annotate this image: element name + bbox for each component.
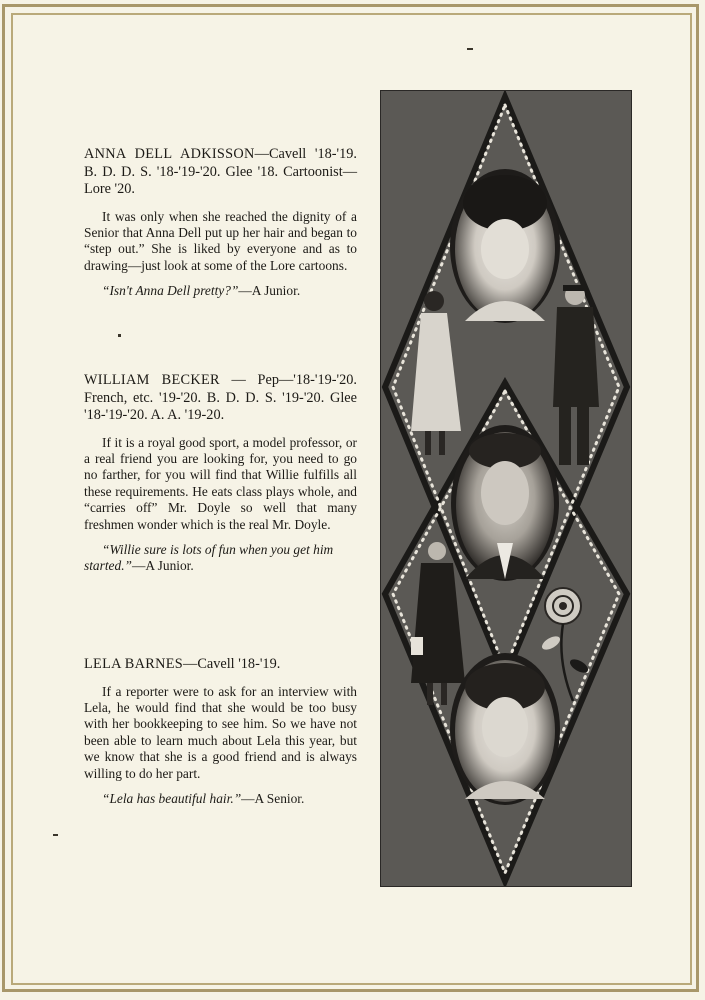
entry-quote-line <box>84 283 357 299</box>
portrait-oval-icon <box>450 169 560 323</box>
standing-figure-icon <box>553 285 599 465</box>
entry-lela-barnes <box>84 656 357 807</box>
entry-william-becker <box>84 372 357 575</box>
entry-attribution: —A Junior. <box>238 283 301 299</box>
entry-quote: “Isn't Anna Dell pretty?” <box>102 283 239 299</box>
standing-figure-icon <box>411 291 461 455</box>
entry-activities: —Cavell '18-'19. B. D. D. S. '18-'19-'20. Glee '18. Cartoonist—Lore '20. <box>84 146 357 197</box>
portrait-oval-icon <box>450 653 560 805</box>
entry-name: WILLIAM BECKER <box>84 372 220 388</box>
scan-speck <box>118 334 121 337</box>
entry-attribution: —A Junior. <box>132 558 194 574</box>
entry-activities: —Cavell '18-'19. <box>183 656 281 672</box>
entry-name: ANNA DELL ADKISSON <box>84 146 255 162</box>
scan-speck <box>467 48 473 50</box>
scan-speck <box>53 834 58 836</box>
entry-quote: “Lela has beautiful hair.” <box>102 790 242 806</box>
entry-bio: If it is a royal good sport, a model professor, or a real friend you are looking for, you need to go no farther, for you will find that Willie fulfills all these requirements. He eats class plays whole, and “carries off” Mr. Doyle so well that many freshmen wonder which is the real Mr. Doyle. <box>84 434 357 532</box>
photo-panel <box>380 90 632 887</box>
entry-heading <box>84 656 357 674</box>
entry-attribution: —A Senior. <box>241 790 305 806</box>
entry-quote: “Willie sure is lots of fun when you get him started.” <box>84 541 334 574</box>
portrait-oval-icon <box>451 425 559 581</box>
entry-quote-line <box>84 791 357 807</box>
entry-heading <box>84 146 357 199</box>
photo-collage <box>381 91 631 886</box>
entry-quote-line <box>84 542 357 575</box>
entry-bio: It was only when she reached the dignity of a Senior that Anna Dell put up her hair and began to “step out.” She is liked by everyone and as to drawing—just look at some of the Lore cartoons. <box>84 208 357 273</box>
entry-anna-dell-adkisson <box>84 146 357 300</box>
entry-name: LELA BARNES <box>84 656 184 672</box>
entry-activities: — Pep—'18-'19-'20. French, etc. '19-'20. B. D. D. S. '19-'20. Glee '18-'19-'20. A. A. '19-20. <box>84 372 357 423</box>
entry-heading <box>84 372 357 425</box>
entry-bio: If a reporter were to ask for an interview with Lela, he would find that she would be too busy with her bookkeeping to see him. So we have not been able to learn much about Lela this year, but we know that she is a good friend and is always willing to do her part. <box>84 683 357 781</box>
